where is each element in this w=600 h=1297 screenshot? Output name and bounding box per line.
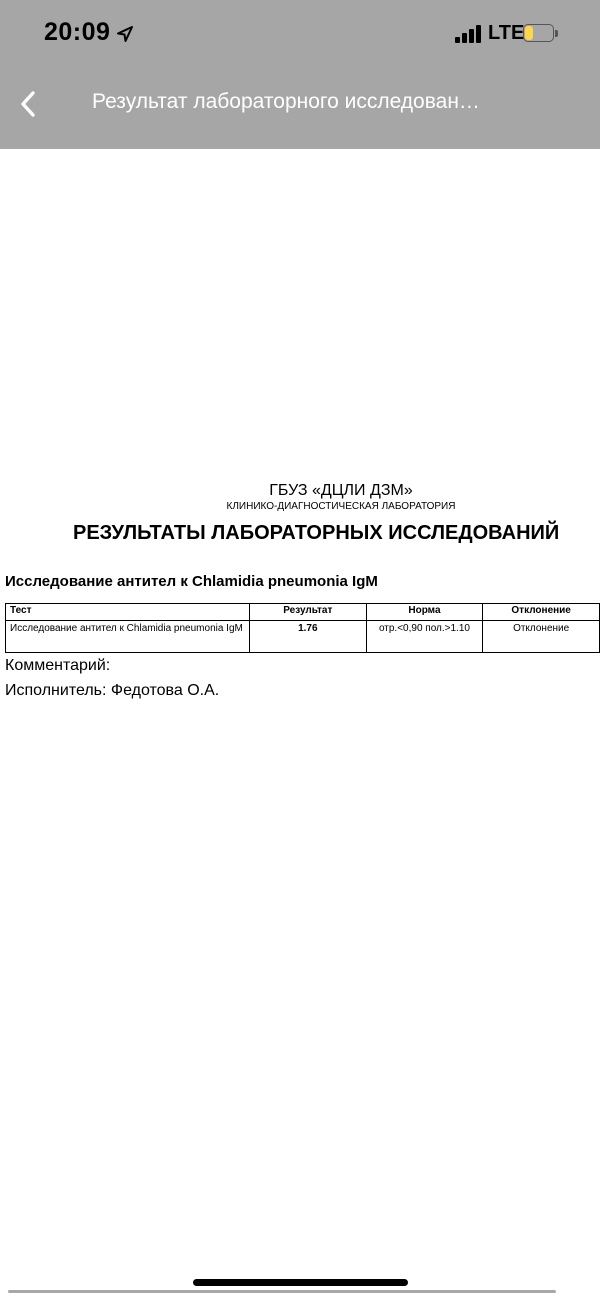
cell-norm: отр.<0,90 пол.>1.10 — [366, 621, 483, 653]
organization-name: ГБУЗ «ДЦЛИ ДЗМ» — [269, 482, 413, 499]
page-title: Результат лабораторного исследован… — [92, 90, 480, 113]
network-type-label: LTE — [488, 22, 525, 44]
table-row — [6, 621, 600, 653]
navigation-bar — [0, 0, 600, 149]
table-header-row — [6, 604, 600, 621]
cell-deviation: Отклонение — [483, 621, 600, 653]
header-test: Тест — [6, 604, 250, 621]
battery-icon — [523, 24, 559, 44]
document-view[interactable] — [0, 149, 600, 1279]
section-title: Исследование антител к Chlamidia pneumonia IgM — [5, 573, 378, 590]
document-heading: РЕЗУЛЬТАТЫ ЛАБОРАТОРНЫХ ИССЛЕДОВАНИЙ — [73, 522, 560, 544]
location-arrow-icon — [116, 25, 134, 43]
horizontal-scrollbar[interactable] — [8, 1290, 556, 1293]
home-indicator[interactable] — [193, 1279, 408, 1286]
comment-label: Комментарий: — [5, 657, 111, 674]
cell-test: Исследование антител к Chlamidia pneumonia IgM — [6, 621, 250, 653]
executor-line: Исполнитель: Федотова О.А. — [5, 682, 220, 699]
header-result: Результат — [250, 604, 367, 621]
status-time: 20:09 — [44, 18, 111, 46]
cell-result: 1.76 — [250, 621, 367, 653]
header-norm: Норма — [366, 604, 483, 621]
results-table — [5, 603, 600, 653]
organization-subtitle: КЛИНИКО-ДИАГНОСТИЧЕСКАЯ ЛАБОРАТОРИЯ — [226, 501, 456, 512]
header-deviation: Отклонение — [483, 604, 600, 621]
cellular-signal-icon — [455, 25, 483, 43]
back-chevron-icon[interactable] — [14, 86, 44, 122]
